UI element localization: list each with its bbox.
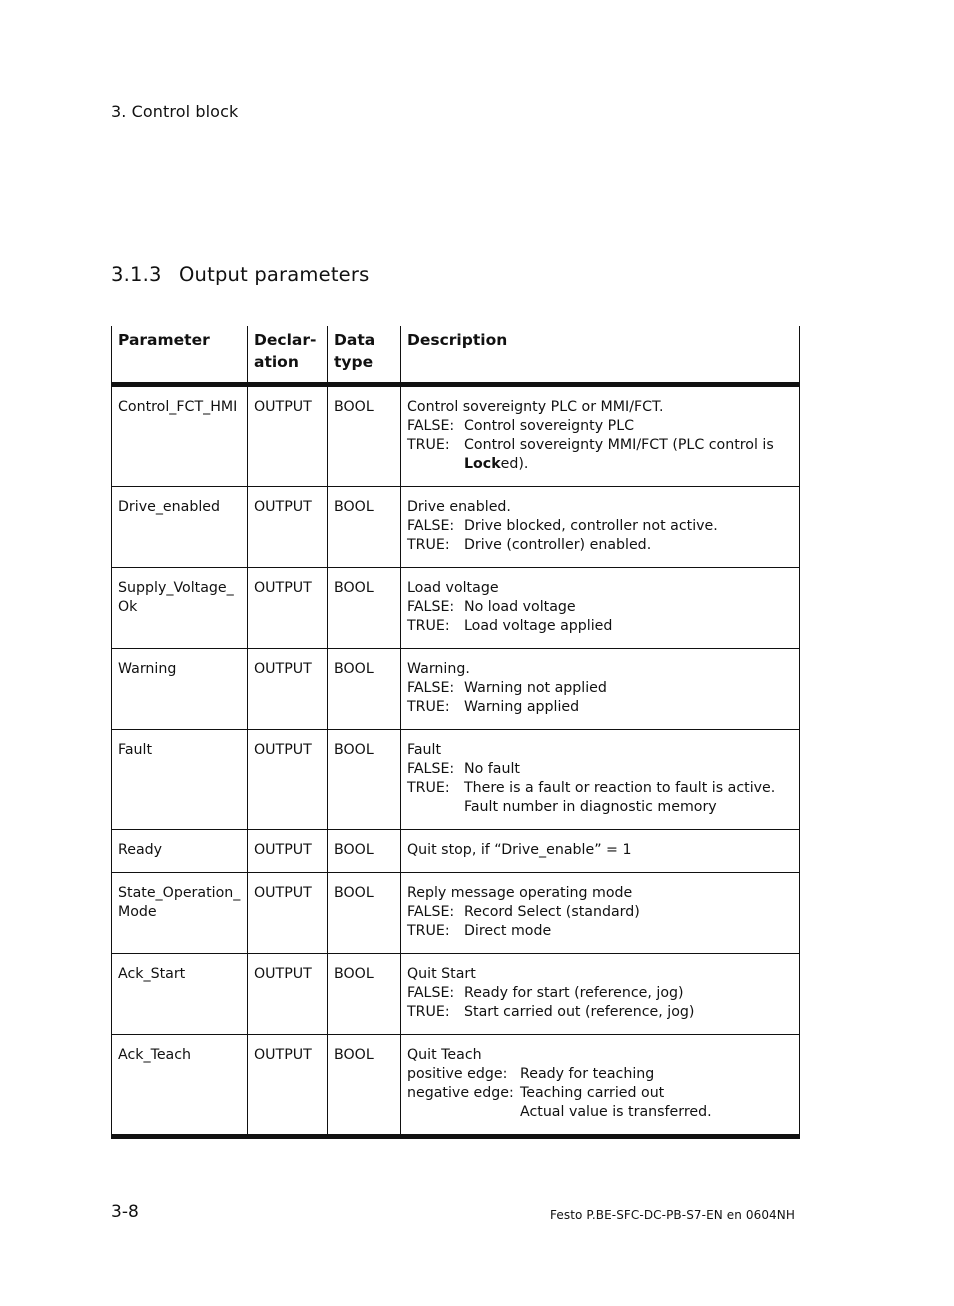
description-option [407,798,793,817]
option-value: Load voltage applied [464,618,613,634]
data-type-cell: BOOL [328,487,401,568]
data-type-cell: BOOL [328,954,401,1035]
column-header-line: ation [254,353,299,371]
description-cell [401,568,800,649]
option-key: TRUE: [407,537,450,553]
description-summary: Quit Start [407,966,476,982]
option-value: Fault number in diagnostic memory [464,799,717,815]
option-key: TRUE: [407,699,450,715]
output-parameters-table [111,326,800,1139]
table-row [112,568,800,649]
description-option [407,679,793,698]
option-value: Record Select (standard) [464,904,640,920]
data-type-cell: BOOL [328,568,401,649]
table-row [112,649,800,730]
option-value: There is a fault or reaction to fault is active. [464,780,776,796]
declaration-cell: OUTPUT [248,487,328,568]
option-key [407,798,464,817]
option-value: Ready for start (reference, jog) [464,985,684,1001]
table-row [112,873,800,954]
description-option [407,760,793,779]
description-summary: Reply message operating mode [407,885,633,901]
description-option [407,984,793,1003]
declaration-cell: OUTPUT [248,954,328,1035]
column-header-data-type [328,326,401,385]
description-cell [401,385,800,487]
option-value: Direct mode [464,923,552,939]
description-option [407,903,793,922]
column-header-line: Declar- [254,331,317,349]
option-key: negative edge: [407,1085,514,1101]
option-key: FALSE: [407,418,455,434]
document-reference: Festo P.BE-SFC-DC-PB-S7-EN en 0604NH [550,1208,795,1222]
declaration-cell: OUTPUT [248,873,328,954]
table-header-row [112,326,800,385]
option-value: Actual value is transferred. [520,1104,712,1120]
table-body [112,385,800,1137]
column-header-parameter: Parameter [112,326,248,385]
description-option [407,617,793,636]
declaration-cell: OUTPUT [248,568,328,649]
section-number: 3.1.3 [111,263,162,286]
option-key: FALSE: [407,761,455,777]
parameter-cell: Ack_Teach [112,1035,248,1137]
data-type-cell: BOOL [328,830,401,873]
option-value: No load voltage [464,599,576,615]
declaration-cell: OUTPUT [248,730,328,830]
parameter-cell: Ready [112,830,248,873]
option-key: FALSE: [407,518,455,534]
column-header-description: Description [401,326,800,385]
option-key: TRUE: [407,437,450,453]
option-value: Control sovereignty MMI/FCT (PLC control is Locked). [464,437,774,472]
description-cell [401,649,800,730]
description-option [407,517,793,536]
description-summary: Drive enabled. [407,499,511,515]
data-type-cell: BOOL [328,730,401,830]
table-row [112,1035,800,1137]
parameter-cell: State_Operation_ Mode [112,873,248,954]
description-cell [401,954,800,1035]
parameter-cell: Control_FCT_HMI [112,385,248,487]
option-value: Warning not applied [464,680,607,696]
description-option [407,1103,793,1122]
description-option [407,1065,793,1084]
description-option [407,698,793,717]
parameter-cell: Fault [112,730,248,830]
option-value: Drive (controller) enabled. [464,537,652,553]
description-cell [401,730,800,830]
table-row [112,830,800,873]
data-type-cell: BOOL [328,873,401,954]
description-cell [401,873,800,954]
data-type-cell: BOOL [328,1035,401,1137]
table-row [112,730,800,830]
declaration-cell: OUTPUT [248,830,328,873]
option-value: Drive blocked, controller not active. [464,518,718,534]
description-cell [401,487,800,568]
description-summary: Quit Teach [407,1047,482,1063]
table-row [112,487,800,568]
parameter-cell: Ack_Start [112,954,248,1035]
option-key: FALSE: [407,599,455,615]
data-type-cell: BOOL [328,649,401,730]
option-value: Start carried out (reference, jog) [464,1004,695,1020]
description-cell [401,830,800,873]
parameter-cell: Drive_enabled [112,487,248,568]
option-key: FALSE: [407,904,455,920]
option-value: Control sovereignty PLC [464,418,635,434]
description-option [407,1003,793,1022]
description-option [407,436,793,474]
option-key: FALSE: [407,985,455,1001]
parameter-cell: Supply_Voltage_ Ok [112,568,248,649]
option-value: Ready for teaching [520,1066,655,1082]
column-header-declaration [248,326,328,385]
column-header-line: type [334,353,374,371]
table-row [112,385,800,487]
description-option [407,779,793,798]
option-value: No fault [464,761,520,777]
option-key [407,1103,520,1122]
description-option [407,1084,793,1103]
declaration-cell: OUTPUT [248,385,328,487]
option-value-bold: Lock [464,456,501,472]
parameter-cell: Warning [112,649,248,730]
declaration-cell: OUTPUT [248,1035,328,1137]
description-summary: Load voltage [407,580,499,596]
option-value: Warning applied [464,699,580,715]
description-option [407,536,793,555]
option-key: TRUE: [407,923,450,939]
option-key: FALSE: [407,680,455,696]
description-summary: Fault [407,742,442,758]
description-summary: Control sovereignty PLC or MMI/FCT. [407,399,664,415]
declaration-cell: OUTPUT [248,649,328,730]
column-header-line: Data [334,331,376,349]
running-header: 3. Control block [111,102,239,121]
section-heading [111,263,369,286]
option-key: TRUE: [407,1004,450,1020]
option-value: Teaching carried out [520,1085,665,1101]
option-key: TRUE: [407,618,450,634]
option-key: TRUE: [407,780,450,796]
description-summary: Quit stop, if “Drive_enable” = 1 [407,842,632,858]
description-option [407,598,793,617]
section-title: Output parameters [179,263,370,286]
option-key: positive edge: [407,1066,508,1082]
description-option [407,417,793,436]
page-number: 3-8 [111,1202,139,1222]
table-row [112,954,800,1035]
description-summary: Warning. [407,661,470,677]
data-type-cell: BOOL [328,385,401,487]
description-cell [401,1035,800,1137]
description-option [407,922,793,941]
